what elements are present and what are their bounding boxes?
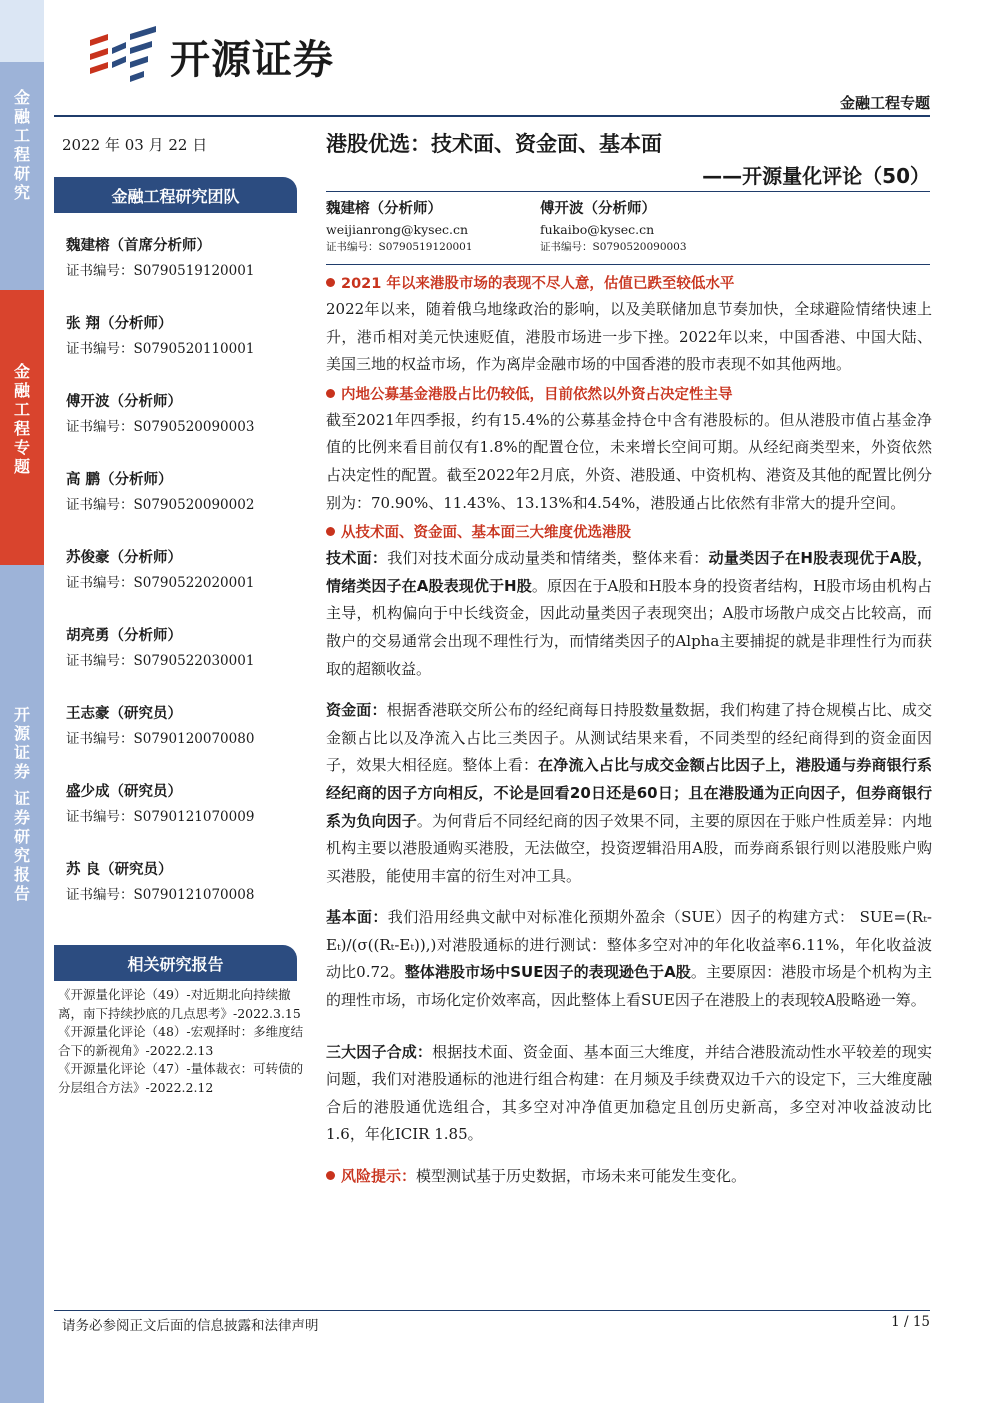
title-rule [326, 191, 930, 192]
related-report-link[interactable]: 《开源量化评论（49）-对近期北向持续撤离，南下持续抄底的几点思考》-2022.3.15 [58, 987, 301, 1021]
strip-char: 融 [13, 381, 30, 400]
brand-logo [86, 26, 334, 86]
analyst-item [66, 314, 306, 392]
analyst-item [66, 392, 306, 470]
analyst-name: 苏俊豪（分析师） [66, 550, 182, 566]
related-reports-title: 相关研究报告 [54, 945, 297, 981]
section-heading: 从技术面、资金面、基本面三大维度优选港股 [326, 521, 932, 545]
analyst-cert: 证书编号：S0790520110001 [66, 341, 255, 357]
strip-char: 金 [13, 88, 30, 107]
analyst-item [66, 470, 306, 548]
analyst-name: 高 鹏（分析师） [66, 472, 173, 488]
analyst-name: 盛少成（研究员） [66, 784, 182, 800]
strip-seg-research [0, 62, 44, 290]
analyst-name: 胡亮勇（分析师） [66, 628, 182, 644]
analyst-name: 魏建榕（首席分析师） [66, 238, 211, 254]
tech-paragraph: 技术面：我们对技术面分成动量类和情绪类，整体来看：动量类因子在H股表现优于A股，情绪类因子在A股表现优于H股。原因在于A股和H股本身的投资者结构，H股市场由机构占主导，机构偏向于中长线资金，因此动量类因子表现突出；A股市场散户成交占比较高，而散户的交易通常会出现不理性行为，而情绪类因子的Alpha主要捕捉的就是非理性行为而获取的超额收益。 [326, 549, 932, 678]
risk-paragraph: 风险提示：模型测试基于历史数据，市场未来可能发生变化。 [326, 1163, 932, 1191]
strip-char: 专 [13, 438, 30, 457]
strip-char: 证 [13, 743, 30, 762]
bullet-dot-icon [326, 278, 335, 287]
kysec-logo-icon [86, 26, 164, 86]
analyst-cert: 证书编号：S0790120070080 [66, 731, 255, 747]
strip-seg-topic [0, 290, 44, 565]
fund-paragraph: 资金面：根据香港联交所公布的经纪商每日持股数量数据，我们构建了持仓规模占比、成交金额占比以及净流入占比三类因子。从测试结果来看，不同类型的经纪商得到的资金面因子，效果大相径庭。整体上看：在净流入占比与成交金额占比因子上，港股通与券商银行系经纪商的因子方向相反，不论是回看20日还是60日；且在港股通为正向因子，但券商银行系为负向因子。为何背后不同经纪商的因子效果不同，主要的原因在于账户性质差异：内地机构主要以港股通购买港股，无法做空，投资逻辑沿用A股，而券商系银行则以港股账户购买港股，能使用丰富的衍生对冲工具。 [326, 701, 932, 885]
analyst-cert: 证书编号：S0790522020001 [66, 575, 255, 591]
related-report-link[interactable]: 《开源量化评论（47）-量体裁衣：可转债的分层组合方法》-2022.2.12 [58, 1061, 304, 1095]
analyst-name: 苏 良（研究员） [66, 862, 173, 878]
analyst-item [66, 626, 306, 704]
analyst-cert: 证书编号：S0790121070009 [66, 809, 255, 825]
analyst-cert: 证书编号：S0790519120001 [66, 263, 255, 279]
strip-char: 源 [13, 724, 30, 743]
analyst-item [66, 704, 306, 782]
analyst-list [66, 236, 306, 938]
strip-char: 开 [13, 705, 30, 724]
strip-char: 究 [13, 183, 30, 202]
strip-char: 告 [13, 884, 30, 903]
strip-char: 报 [13, 865, 30, 884]
analyst-name: 傅开波（分析师） [66, 394, 182, 410]
author-cert: 证书编号：S0790519120001 [326, 241, 473, 253]
bullet-dot-icon [326, 527, 335, 536]
section-heading: 2021 年以来港股市场的表现不尽人意，估值已跌至较低水平 [326, 272, 932, 296]
strip-char [19, 781, 25, 789]
analyst-name: 张 翔（分析师） [66, 316, 173, 332]
strip-char: 券 [13, 762, 30, 781]
related-reports-list [58, 986, 308, 1097]
analyst-item [66, 860, 306, 938]
report-subtitle: ——开源量化评论（50） [702, 164, 930, 188]
bullet-dot-icon [326, 389, 335, 398]
analyst-cert: 证书编号：S0790520090002 [66, 497, 255, 513]
strip-char: 研 [13, 164, 30, 183]
strip-char: 工 [13, 400, 30, 419]
strip-char: 金 [13, 362, 30, 381]
footer-rule [54, 1310, 930, 1311]
body-paragraph: 2022年以来，随着俄乌地缘政治的影响，以及美联储加息节奏加快，全球避险情绪快速上升，港币相对美元快速贬值，港股市场进一步下挫。2022年以来，中国香港、中国大陆、美国三地的权益市场，作为离岸金融市场的中国香港的股市表现不如其他两地。 [326, 300, 932, 374]
strip-char: 题 [13, 457, 30, 476]
combo-paragraph: 三大因子合成：根据技术面、资金面、基本面三大维度，并结合港股流动性水平较差的现实问题，我们对港股通标的池进行组合构建：在月频及手续费双边千六的设定下，三大维度融合后的港股通优选组合，其多空对冲净值更加稳定且创历史新高，多空对冲收益波动比1.6，年化ICIR 1.85。 [326, 1042, 932, 1144]
header-rule [54, 115, 930, 117]
page-number: 1 / 15 [891, 1314, 930, 1330]
section-heading: 内地公募基金港股占比仍较低，目前依然以外资占决定性主导 [326, 383, 932, 407]
report-topic: 金融工程专题 [839, 94, 930, 112]
report-title: 港股优选：技术面、资金面、基本面 [326, 132, 662, 156]
footer-disclaimer: 请务必参阅正文后面的信息披露和法律声明 [62, 1318, 319, 1334]
analyst-item [66, 236, 306, 314]
strip-char: 研 [13, 827, 30, 846]
author-name: 傅开波（分析师） [540, 201, 656, 217]
side-strip [0, 0, 44, 1403]
strip-char: 究 [13, 846, 30, 865]
author-block [540, 198, 750, 254]
strip-char: 程 [13, 419, 30, 438]
author-cert: 证书编号：S0790520090003 [540, 241, 687, 253]
sue-formula: SUE=(Rₜ-Eₜ)/(σ((Rₜ-Eₜ)),) [326, 908, 932, 954]
analyst-name: 王志豪（研究员） [66, 706, 182, 722]
report-date: 2022 年 03 月 22 日 [62, 136, 208, 154]
analyst-item [66, 548, 306, 626]
related-report-link[interactable]: 《开源量化评论（48）-宏观择时：多维度结合下的新视角》-2022.2.13 [58, 1024, 304, 1058]
analyst-item [66, 782, 306, 860]
strip-char: 融 [13, 107, 30, 126]
basic-paragraph: 基本面：我们沿用经典文献中对标准化预期外盈余（SUE）因子的构建方式： SUE=(Rₜ-Eₜ)/(σ((Rₜ-Eₜ)),)对港股通标的进行测试：整体多空对冲的年化收益率6.11%，年化收益波动比0.72。整体港股市场中SUE因子的表现逊色于A股。主要原因：港股市场是个机构为主的理性市场，市场化定价效率高，因此整体上看SUE因子在港股上的表现较A股略逊一筹。 [326, 908, 932, 1010]
strip-seg-report [0, 565, 44, 1403]
author-name: 魏建榕（分析师） [326, 201, 442, 217]
analyst-cert: 证书编号：S0790520090003 [66, 419, 255, 435]
report-body [326, 272, 932, 1195]
analyst-cert: 证书编号：S0790522030001 [66, 653, 255, 669]
strip-char: 券 [13, 808, 30, 827]
body-paragraph: 截至2021年四季报，约有15.4%的公募基金持仓中含有港股标的。但从港股市值占基金净值的比例来看目前仅有1.8%的配置仓位，未来增长空间可期。从经纪商类型来，外资依然占决定性的配置。截至2022年2月底，外资、港股通、中资机构、港资及其他的配置比例分别为：70.90%、11.43%、13.13%和4.54%，港股通占比依然有非常大的提升空间。 [326, 410, 932, 512]
author-email[interactable]: fukaibo@kysec.cn [540, 222, 655, 237]
author-email[interactable]: weijianrong@kysec.cn [326, 222, 468, 237]
team-title: 金融工程研究团队 [54, 177, 297, 213]
bullet-dot-icon [326, 1171, 335, 1180]
strip-char: 证 [13, 789, 30, 808]
strip-char: 工 [13, 126, 30, 145]
brand-name: 开源证券 [170, 36, 334, 83]
strip-char: 程 [13, 145, 30, 164]
analyst-cert: 证书编号：S0790121070008 [66, 887, 255, 903]
author-rule [326, 264, 930, 265]
author-block [326, 198, 536, 254]
